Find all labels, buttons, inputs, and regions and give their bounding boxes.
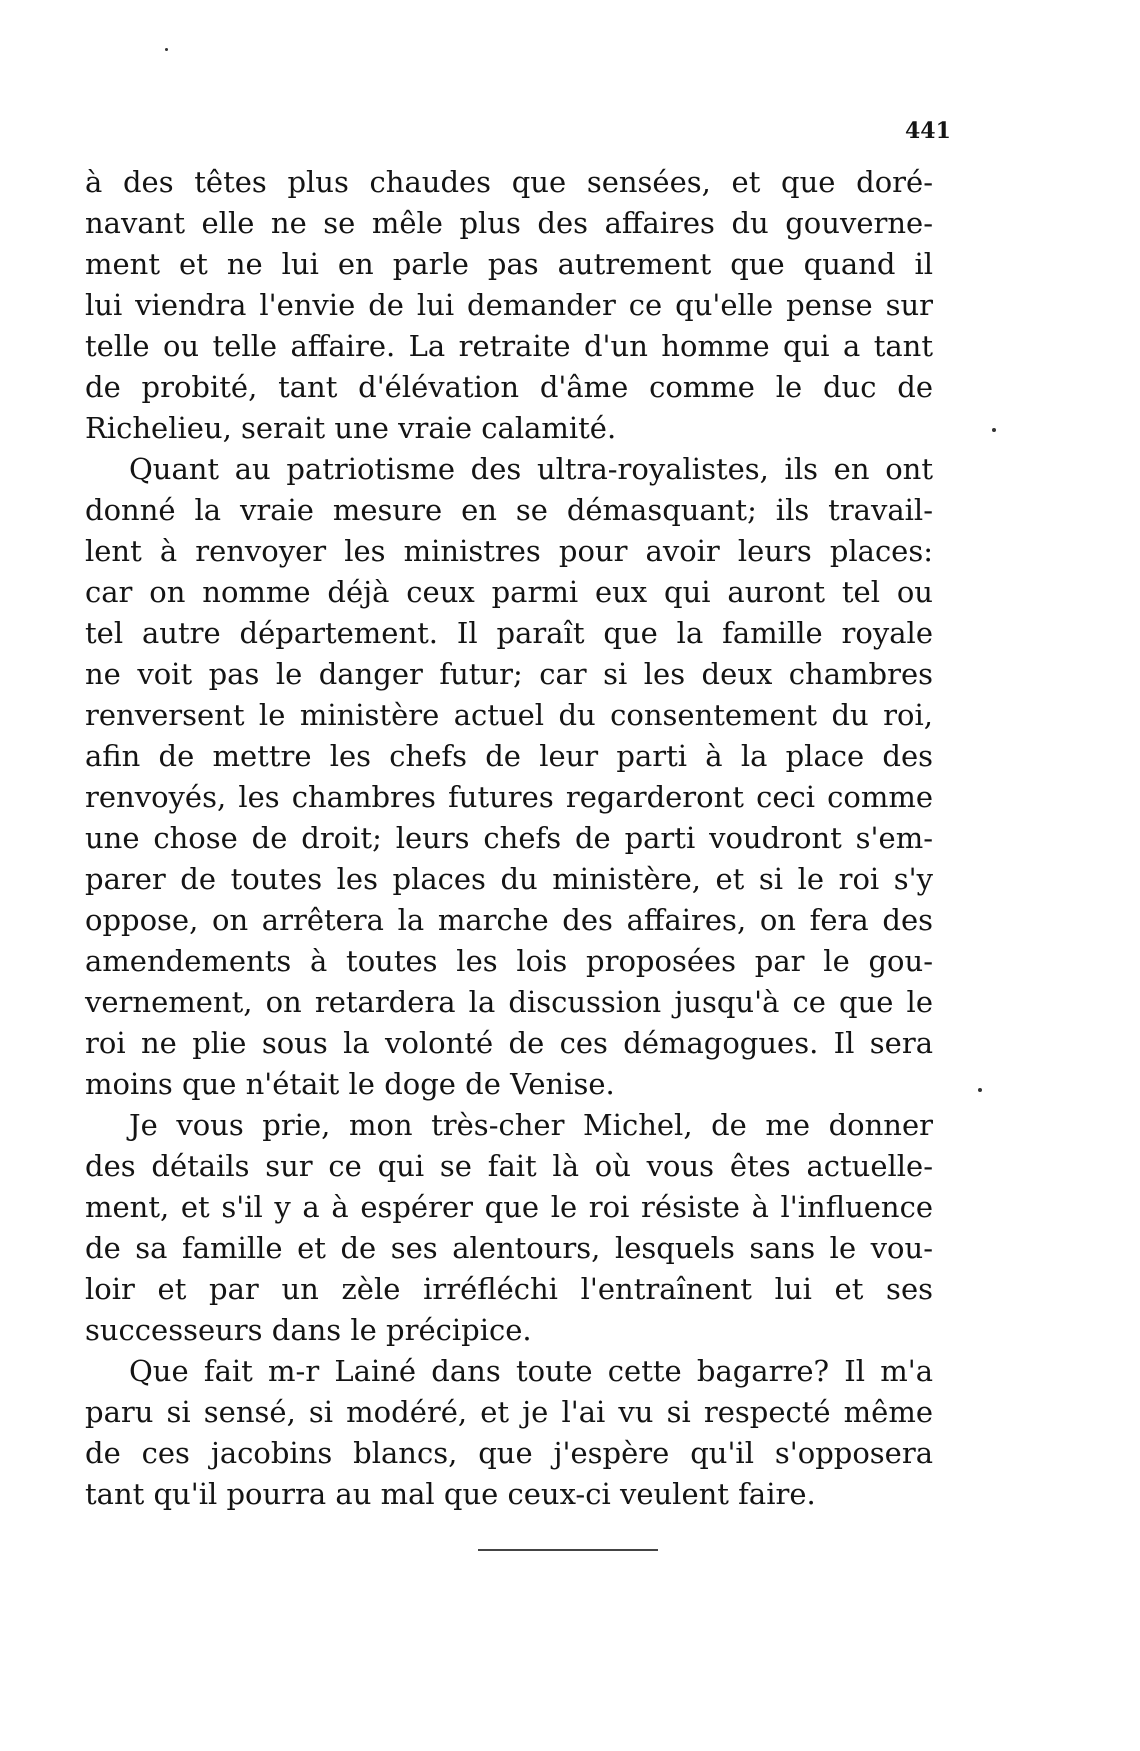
paragraph-3	[85, 1105, 933, 1351]
text-line: lent à renvoyer les ministres pour avoir leurs places:	[85, 534, 933, 568]
paragraph-4	[85, 1351, 933, 1515]
text-line: ment et ne lui en parle pas autrement que quand il	[85, 247, 933, 281]
paragraph-1	[85, 162, 933, 449]
text-line: telle ou telle affaire. La retraite d'un homme qui a tant	[85, 329, 933, 363]
text-line: donné la vraie mesure en se démasquant; ils travail-	[85, 493, 933, 527]
text-line: ne voit pas le danger futur; car si les deux chambres	[85, 657, 933, 691]
text-line: moins que n'était le doge de Venise.	[85, 1067, 615, 1101]
text-line: de probité, tant d'élévation d'âme comme le duc de	[85, 370, 933, 404]
text-line: lui viendra l'envie de lui demander ce qu'elle pense sur	[85, 288, 933, 322]
ink-speck	[978, 1088, 982, 1092]
text-line: à des têtes plus chaudes que sensées, et que doré-	[85, 165, 933, 199]
section-end-rule	[478, 1549, 658, 1551]
ink-speck	[992, 428, 996, 432]
text-line: parer de toutes les places du ministère, et si le roi s'y	[85, 862, 933, 896]
text-line: une chose de droit; leurs chefs de parti voudront s'em-	[85, 821, 933, 855]
body-text	[85, 162, 933, 1515]
ink-speck	[165, 48, 168, 51]
text-line: car on nomme déjà ceux parmi eux qui auront tel ou	[85, 575, 933, 609]
text-line: Je vous prie, mon très-cher Michel, de me donner	[129, 1108, 933, 1142]
text-line: successeurs dans le précipice.	[85, 1313, 532, 1347]
text-line: oppose, on arrêtera la marche des affaires, on fera des	[85, 903, 933, 937]
text-line: de ces jacobins blancs, que j'espère qu'il s'opposera	[85, 1436, 933, 1470]
text-line: vernement, on retardera la discussion jusqu'à ce que le	[85, 985, 933, 1019]
page-number: 441	[905, 118, 951, 144]
text-line: paru si sensé, si modéré, et je l'ai vu si respecté même	[85, 1395, 933, 1429]
text-line: de sa famille et de ses alentours, lesquels sans le vou-	[85, 1231, 933, 1265]
text-line: Richelieu, serait une vraie calamité.	[85, 411, 617, 445]
text-line: amendements à toutes les lois proposées par le gou-	[85, 944, 933, 978]
text-line: Quant au patriotisme des ultra-royalistes, ils en ont	[129, 452, 933, 486]
text-line: tant qu'il pourra au mal que ceux-ci veulent faire.	[85, 1477, 816, 1511]
text-line: renversent le ministère actuel du consentement du roi,	[85, 698, 933, 732]
text-line: Que fait m-r Lainé dans toute cette bagarre? Il m'a	[129, 1354, 933, 1388]
text-line: loir et par un zèle irréfléchi l'entraînent lui et ses	[85, 1272, 933, 1306]
text-line: afin de mettre les chefs de leur parti à la place des	[85, 739, 933, 773]
paragraph-2	[85, 449, 933, 1105]
text-line: des détails sur ce qui se fait là où vous êtes actuelle-	[85, 1149, 933, 1183]
text-line: ment, et s'il y a à espérer que le roi résiste à l'influence	[85, 1190, 933, 1224]
text-line: renvoyés, les chambres futures regarderont ceci comme	[85, 780, 933, 814]
text-line: roi ne plie sous la volonté de ces démagogues. Il sera	[85, 1026, 933, 1060]
text-line: tel autre département. Il paraît que la famille royale	[85, 616, 933, 650]
text-line: navant elle ne se mêle plus des affaires du gouverne-	[85, 206, 933, 240]
